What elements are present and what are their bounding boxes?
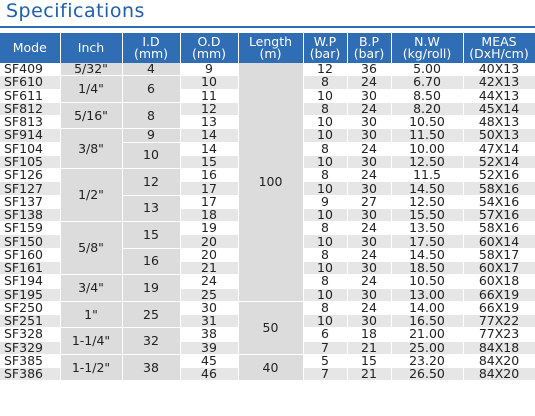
meas-cell: 40X13	[463, 63, 535, 76]
nw-cell: 13.00	[391, 288, 463, 301]
meas-cell: 84X20	[463, 368, 535, 381]
column-header-unit: (bar)	[353, 46, 385, 61]
model-cell: SF126	[0, 169, 60, 182]
meas-cell: 60X17	[463, 261, 535, 274]
id-cell: 4	[122, 63, 180, 76]
column-header-label: O.D	[197, 34, 221, 49]
wp-cell: 8	[303, 248, 347, 261]
meas-cell: 84X20	[463, 354, 535, 367]
id-cell: 12	[122, 169, 180, 196]
table-row	[0, 301, 535, 314]
nw-cell: 5.00	[391, 63, 463, 76]
nw-cell: 8.50	[391, 89, 463, 102]
od-cell: 20	[180, 248, 238, 261]
nw-cell: 16.50	[391, 315, 463, 328]
bp-cell: 15	[347, 354, 391, 367]
od-cell: 31	[180, 315, 238, 328]
model-cell: SF812	[0, 102, 60, 115]
od-cell: 18	[180, 208, 238, 221]
od-cell: 16	[180, 169, 238, 182]
table-header-row	[0, 33, 535, 63]
model-cell: SF328	[0, 328, 60, 341]
bp-cell: 24	[347, 222, 391, 235]
model-cell: SF161	[0, 261, 60, 274]
od-cell: 17	[180, 182, 238, 195]
id-cell: 32	[122, 328, 180, 355]
od-cell: 14	[180, 129, 238, 142]
id-cell: 8	[122, 102, 180, 129]
nw-cell: 18.50	[391, 261, 463, 274]
nw-cell: 10.00	[391, 142, 463, 155]
bp-cell: 30	[347, 315, 391, 328]
meas-cell: 60X14	[463, 235, 535, 248]
id-cell: 13	[122, 195, 180, 222]
inch-cell: 5/32"	[60, 63, 122, 76]
column-header	[0, 33, 60, 63]
od-cell: 19	[180, 222, 238, 235]
model-cell: SF611	[0, 89, 60, 102]
meas-cell: 50X13	[463, 129, 535, 142]
bp-cell: 21	[347, 368, 391, 381]
nw-cell: 14.50	[391, 182, 463, 195]
model-cell: SF127	[0, 182, 60, 195]
nw-cell: 25.00	[391, 341, 463, 354]
id-cell: 25	[122, 301, 180, 328]
column-header-unit: (kg/roll)	[402, 46, 452, 61]
column-header-label: N.W	[414, 34, 440, 49]
od-cell: 24	[180, 275, 238, 288]
bp-cell: 24	[347, 248, 391, 261]
wp-cell: 8	[303, 142, 347, 155]
wp-cell: 10	[303, 288, 347, 301]
model-cell: SF250	[0, 301, 60, 314]
od-cell: 25	[180, 288, 238, 301]
nw-cell: 12.50	[391, 155, 463, 168]
nw-cell: 12.50	[391, 195, 463, 208]
meas-cell: 57X16	[463, 208, 535, 221]
model-cell: SF195	[0, 288, 60, 301]
column-header-unit: (bar)	[309, 46, 341, 61]
bp-cell: 30	[347, 208, 391, 221]
bp-cell: 24	[347, 275, 391, 288]
id-cell: 16	[122, 248, 180, 275]
wp-cell: 10	[303, 89, 347, 102]
meas-cell: 66X19	[463, 301, 535, 314]
inch-cell: 5/8"	[60, 222, 122, 275]
meas-cell: 52X14	[463, 155, 535, 168]
model-cell: SF137	[0, 195, 60, 208]
bp-cell: 18	[347, 328, 391, 341]
model-cell: SF251	[0, 315, 60, 328]
bp-cell: 24	[347, 142, 391, 155]
bp-cell: 30	[347, 288, 391, 301]
bp-cell: 30	[347, 182, 391, 195]
title-underline	[0, 26, 535, 28]
wp-cell: 10	[303, 235, 347, 248]
column-header	[238, 33, 303, 63]
wp-cell: 6	[303, 328, 347, 341]
wp-cell: 8	[303, 76, 347, 89]
nw-cell: 15.50	[391, 208, 463, 221]
bp-cell: 27	[347, 195, 391, 208]
bp-cell: 21	[347, 341, 391, 354]
nw-cell: 11.50	[391, 129, 463, 142]
nw-cell: 10.50	[391, 275, 463, 288]
od-cell: 14	[180, 142, 238, 155]
wp-cell: 8	[303, 301, 347, 314]
od-cell: 13	[180, 116, 238, 129]
model-cell: SF160	[0, 248, 60, 261]
inch-cell: 3/8"	[60, 129, 122, 169]
inch-cell: 1/4"	[60, 76, 122, 103]
page-title: Specifications	[6, 0, 145, 22]
od-cell: 30	[180, 301, 238, 314]
column-header-unit: (m)	[259, 46, 282, 61]
model-cell: SF329	[0, 341, 60, 354]
bp-cell: 30	[347, 89, 391, 102]
nw-cell: 6.70	[391, 76, 463, 89]
wp-cell: 10	[303, 208, 347, 221]
meas-cell: 77X23	[463, 328, 535, 341]
wp-cell: 7	[303, 368, 347, 381]
inch-cell: 5/16"	[60, 102, 122, 129]
bp-cell: 30	[347, 261, 391, 274]
table-body	[0, 63, 535, 381]
model-cell: SF150	[0, 235, 60, 248]
meas-cell: 66X19	[463, 288, 535, 301]
bp-cell: 30	[347, 116, 391, 129]
model-cell: SF914	[0, 129, 60, 142]
nw-cell: 8.20	[391, 102, 463, 115]
nw-cell: 14.00	[391, 301, 463, 314]
od-cell: 20	[180, 235, 238, 248]
nw-cell: 26.50	[391, 368, 463, 381]
model-cell: SF610	[0, 76, 60, 89]
bp-cell: 24	[347, 301, 391, 314]
meas-cell: 60X18	[463, 275, 535, 288]
od-cell: 15	[180, 155, 238, 168]
table-row	[0, 63, 535, 76]
column-header-label: Mode	[12, 40, 47, 55]
column-header	[303, 33, 347, 63]
column-header-label: Length	[248, 34, 293, 49]
bp-cell: 24	[347, 169, 391, 182]
id-cell: 6	[122, 76, 180, 103]
wp-cell: 8	[303, 275, 347, 288]
model-cell: SF159	[0, 222, 60, 235]
meas-cell: 47X14	[463, 142, 535, 155]
model-cell: SF104	[0, 142, 60, 155]
bp-cell: 36	[347, 63, 391, 76]
meas-cell: 45X14	[463, 102, 535, 115]
wp-cell: 8	[303, 102, 347, 115]
meas-cell: 54X16	[463, 195, 535, 208]
model-cell: SF105	[0, 155, 60, 168]
inch-cell: 1"	[60, 301, 122, 328]
nw-cell: 13.50	[391, 222, 463, 235]
id-cell: 9	[122, 129, 180, 142]
meas-cell: 77X22	[463, 315, 535, 328]
od-cell: 21	[180, 261, 238, 274]
wp-cell: 10	[303, 129, 347, 142]
wp-cell: 10	[303, 155, 347, 168]
bp-cell: 30	[347, 155, 391, 168]
length-cell: 40	[238, 354, 303, 381]
bp-cell: 30	[347, 129, 391, 142]
meas-cell: 84X18	[463, 341, 535, 354]
meas-cell: 58X16	[463, 182, 535, 195]
model-cell: SF385	[0, 354, 60, 367]
od-cell: 12	[180, 102, 238, 115]
od-cell: 11	[180, 89, 238, 102]
length-cell: 50	[238, 301, 303, 354]
id-cell: 10	[122, 142, 180, 169]
specifications-table	[0, 33, 535, 381]
nw-cell: 11.5	[391, 169, 463, 182]
length-cell: 100	[238, 63, 303, 301]
id-cell: 19	[122, 275, 180, 302]
nw-cell: 10.50	[391, 116, 463, 129]
nw-cell: 14.50	[391, 248, 463, 261]
meas-cell: 44X13	[463, 89, 535, 102]
column-header	[180, 33, 238, 63]
column-header-label: Inch	[77, 40, 105, 55]
model-cell: SF813	[0, 116, 60, 129]
table-row	[0, 354, 535, 367]
wp-cell: 10	[303, 182, 347, 195]
meas-cell: 58X16	[463, 222, 535, 235]
wp-cell: 10	[303, 315, 347, 328]
bp-cell: 30	[347, 235, 391, 248]
column-header-label: B.P	[358, 34, 380, 49]
nw-cell: 23.20	[391, 354, 463, 367]
od-cell: 39	[180, 341, 238, 354]
nw-cell: 17.50	[391, 235, 463, 248]
wp-cell: 9	[303, 195, 347, 208]
id-cell: 15	[122, 222, 180, 249]
model-cell: SF194	[0, 275, 60, 288]
meas-cell: 52X16	[463, 169, 535, 182]
column-header-unit: (DxH/cm)	[469, 46, 529, 61]
inch-cell: 1-1/2"	[60, 354, 122, 381]
bp-cell: 24	[347, 102, 391, 115]
inch-cell: 3/4"	[60, 275, 122, 302]
wp-cell: 8	[303, 222, 347, 235]
inch-cell: 1/2"	[60, 169, 122, 222]
id-cell: 38	[122, 354, 180, 381]
column-header-label: W.P	[313, 34, 337, 49]
column-header	[391, 33, 463, 63]
inch-cell: 1-1/4"	[60, 328, 122, 355]
column-header	[347, 33, 391, 63]
wp-cell: 7	[303, 341, 347, 354]
column-header-unit: (mm)	[191, 46, 227, 61]
model-cell: SF409	[0, 63, 60, 76]
meas-cell: 42X13	[463, 76, 535, 89]
column-header	[60, 33, 122, 63]
column-header-unit: (mm)	[133, 46, 169, 61]
column-header-label: I.D	[142, 34, 160, 49]
od-cell: 38	[180, 328, 238, 341]
od-cell: 10	[180, 76, 238, 89]
od-cell: 17	[180, 195, 238, 208]
nw-cell: 21.00	[391, 328, 463, 341]
column-header-label: MEAS	[481, 34, 517, 49]
bp-cell: 24	[347, 76, 391, 89]
wp-cell: 10	[303, 116, 347, 129]
model-cell: SF386	[0, 368, 60, 381]
meas-cell: 58X17	[463, 248, 535, 261]
wp-cell: 12	[303, 63, 347, 76]
wp-cell: 5	[303, 354, 347, 367]
od-cell: 46	[180, 368, 238, 381]
wp-cell: 10	[303, 261, 347, 274]
od-cell: 9	[180, 63, 238, 76]
meas-cell: 48X13	[463, 116, 535, 129]
column-header	[463, 33, 535, 63]
od-cell: 45	[180, 354, 238, 367]
wp-cell: 8	[303, 169, 347, 182]
model-cell: SF138	[0, 208, 60, 221]
column-header	[122, 33, 180, 63]
